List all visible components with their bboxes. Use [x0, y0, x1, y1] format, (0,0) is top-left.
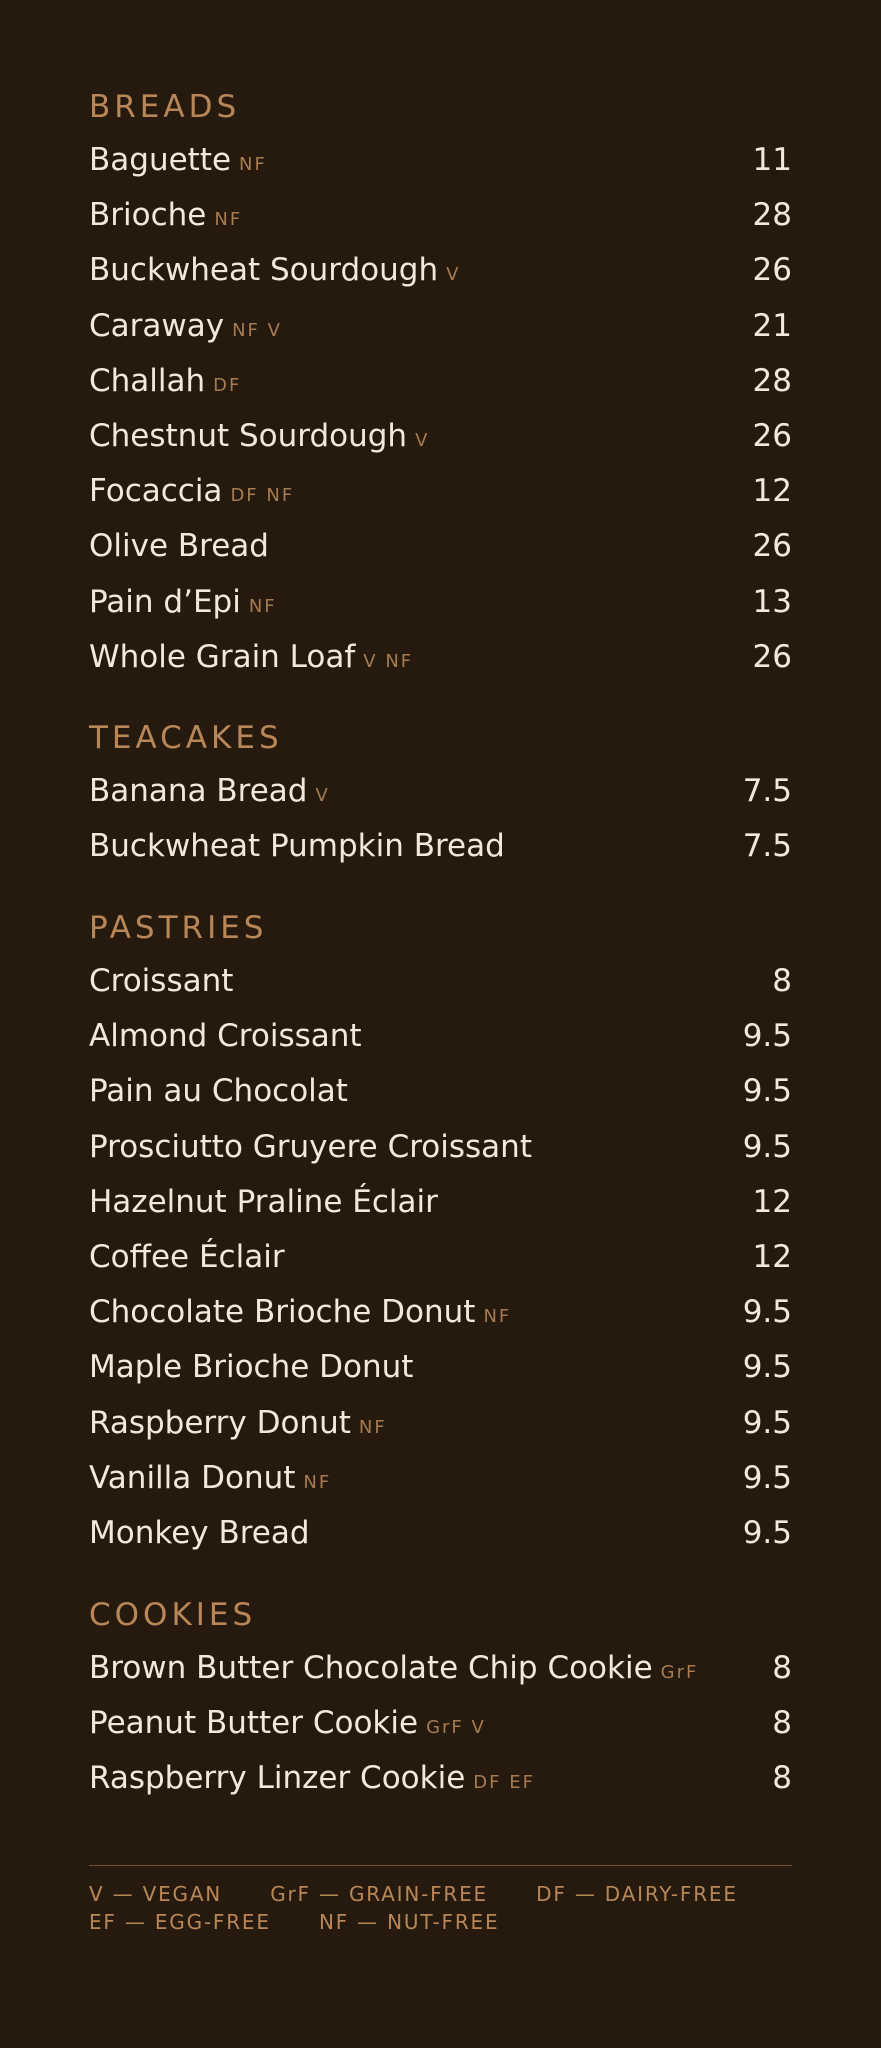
item-price: 28 — [752, 362, 792, 399]
dietary-tags: V — [415, 429, 430, 451]
dietary-tags: DF — [213, 374, 242, 396]
menu-item — [89, 1340, 792, 1395]
menu-item — [89, 764, 792, 819]
menu-item — [89, 1175, 792, 1230]
item-price: 13 — [752, 583, 792, 620]
item-name: Olive Bread — [89, 528, 269, 565]
item-name: Buckwheat Pumpkin Bread — [89, 828, 505, 865]
item-price: 9.5 — [742, 1514, 792, 1551]
item-price: 12 — [752, 473, 792, 510]
item-name: Vanilla Donut — [89, 1459, 296, 1496]
item-name: Croissant — [89, 963, 234, 999]
menu-item — [89, 1696, 792, 1751]
section-title: COOKIES — [89, 1597, 257, 1633]
item-price: 7.5 — [742, 828, 792, 865]
legend-item-dairy-free: DF — DAIRY-FREE — [536, 1882, 738, 1906]
item-price: 9.5 — [742, 1349, 792, 1386]
item-price: 26 — [752, 252, 792, 289]
item-price: 8 — [772, 1705, 792, 1742]
item-name: Focaccia — [89, 473, 223, 510]
dietary-tags: V NF — [363, 650, 414, 672]
item-price: 26 — [752, 528, 792, 565]
menu-item — [89, 1285, 792, 1340]
item-price: 9.5 — [742, 1294, 792, 1331]
menu-item — [89, 1120, 792, 1175]
menu-item — [89, 1396, 792, 1451]
menu-item — [89, 1641, 792, 1696]
item-price: 9.5 — [742, 1018, 792, 1055]
section-title: PASTRIES — [89, 910, 268, 946]
item-price: 28 — [752, 197, 792, 234]
item-price: 12 — [752, 1238, 792, 1275]
menu-item — [89, 1064, 792, 1119]
legend-item-grain-free: GrF — GRAIN-FREE — [270, 1882, 488, 1906]
item-name: Whole Grain Loaf — [89, 638, 356, 675]
menu-item — [89, 1451, 792, 1506]
item-price: 8 — [772, 1760, 792, 1797]
dietary-tags: GrF V — [426, 1717, 486, 1739]
item-price: 8 — [772, 1650, 792, 1686]
menu-item — [89, 133, 792, 188]
dietary-tags: DF NF — [230, 485, 295, 507]
dietary-tags: GrF — [660, 1662, 699, 1683]
section-teacakes — [89, 712, 792, 874]
item-name: Chestnut Sourdough — [89, 417, 408, 454]
legend-item-egg-free: EF — EGG-FREE — [89, 1910, 271, 1934]
dietary-tags: NF — [303, 1471, 332, 1493]
item-price: 21 — [752, 307, 792, 344]
menu-item — [89, 354, 792, 409]
item-price: 11 — [752, 142, 792, 178]
item-name: Maple Brioche Donut — [89, 1349, 414, 1386]
dietary-tags: NF — [214, 209, 243, 231]
dietary-tags: V — [315, 785, 330, 806]
menu-item — [89, 575, 792, 630]
item-name: Challah — [89, 362, 206, 399]
section-cookies — [89, 1589, 792, 1807]
item-name: Hazelnut Praline Éclair — [89, 1183, 438, 1220]
dietary-tags: NF — [358, 1416, 387, 1438]
dietary-tags: NF V — [232, 319, 282, 341]
section-pastries — [89, 902, 792, 1561]
menu-item — [89, 299, 792, 354]
item-price: 26 — [752, 638, 792, 675]
menu-item — [89, 630, 792, 685]
item-name: Buckwheat Sourdough — [89, 252, 439, 289]
dietary-tags: NF — [239, 154, 267, 175]
dietary-tags: V — [446, 264, 461, 286]
section-title: BREADS — [89, 89, 241, 125]
menu-item — [89, 819, 792, 874]
legend-item-nut-free: NF — NUT-FREE — [318, 1910, 500, 1934]
item-name: Coffee Éclair — [89, 1238, 285, 1275]
item-name: Brioche — [89, 197, 207, 234]
item-name: Raspberry Donut — [89, 1404, 351, 1441]
menu-item — [89, 1506, 792, 1561]
item-name: Prosciutto Gruyere Croissant — [89, 1128, 532, 1165]
dietary-legend — [89, 1865, 792, 1936]
menu-item — [89, 188, 792, 243]
item-name: Caraway — [89, 307, 225, 344]
menu-item — [89, 1751, 792, 1806]
item-name: Banana Bread — [89, 773, 308, 809]
item-price: 7.5 — [742, 773, 792, 809]
dietary-tags: DF EF — [473, 1772, 535, 1794]
item-name: Chocolate Brioche Donut — [89, 1294, 476, 1331]
item-name: Brown Butter Chocolate Chip Cookie — [89, 1650, 653, 1686]
item-price: 9.5 — [742, 1073, 792, 1110]
menu-item — [89, 519, 792, 574]
menu-item — [89, 464, 792, 519]
section-breads — [89, 81, 792, 685]
item-name: Baguette — [89, 142, 232, 178]
legend-row — [89, 1880, 792, 1908]
legend-item-vegan: V — VEGAN — [89, 1882, 223, 1906]
menu-item — [89, 409, 792, 464]
section-title: TEACAKES — [89, 720, 283, 756]
item-name: Raspberry Linzer Cookie — [89, 1760, 466, 1797]
item-price: 9.5 — [742, 1128, 792, 1165]
item-price: 9.5 — [742, 1459, 792, 1496]
item-price: 8 — [772, 963, 792, 999]
menu-item — [89, 243, 792, 298]
menu-item — [89, 1230, 792, 1285]
dietary-tags: NF — [483, 1306, 512, 1328]
item-name: Pain d’Epi — [89, 583, 241, 620]
dietary-tags: NF — [248, 595, 277, 617]
item-price: 9.5 — [742, 1404, 792, 1441]
item-name: Monkey Bread — [89, 1514, 310, 1551]
menu-item — [89, 1009, 792, 1064]
item-name: Almond Croissant — [89, 1018, 362, 1055]
menu-item — [89, 954, 792, 1009]
legend-row — [89, 1908, 792, 1936]
item-name: Peanut Butter Cookie — [89, 1705, 419, 1742]
item-price: 26 — [752, 417, 792, 454]
item-price: 12 — [752, 1183, 792, 1220]
item-name: Pain au Chocolat — [89, 1073, 348, 1110]
